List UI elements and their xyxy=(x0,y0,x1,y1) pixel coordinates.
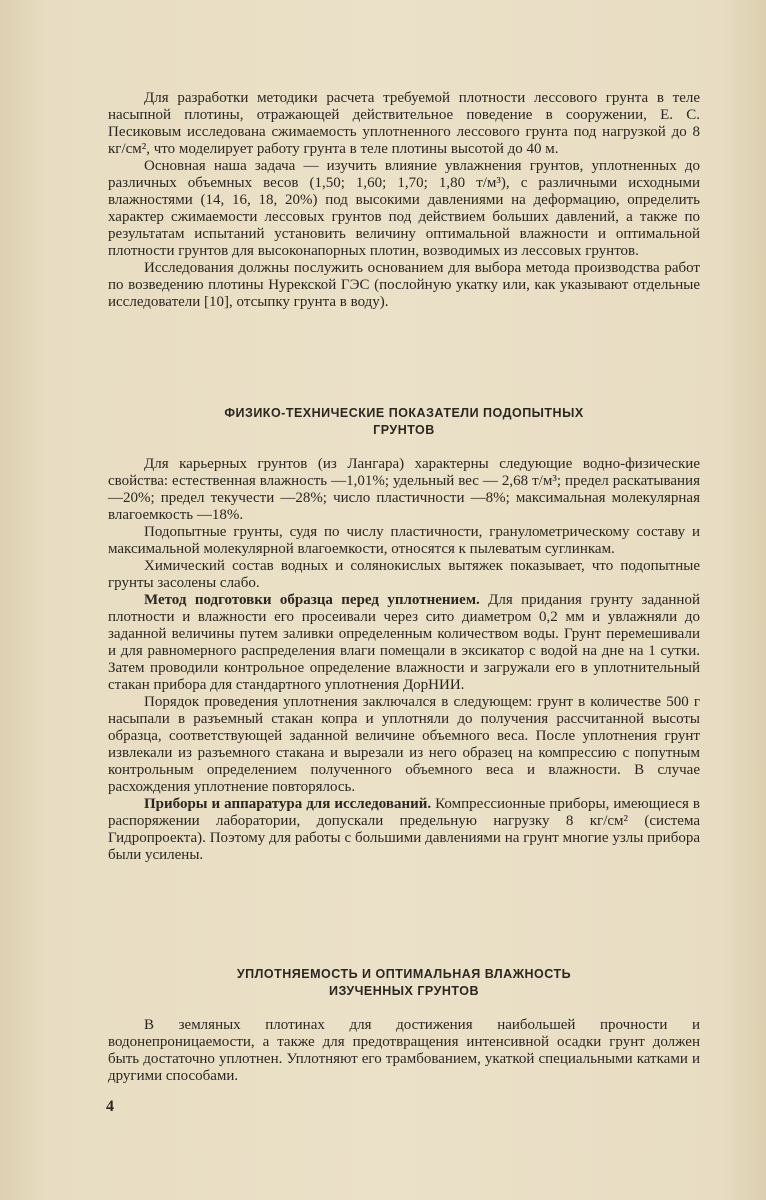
paragraph: Основная наша задача — изучить влияние увлажнения грунтов, уплотненных до различных объемных весов (1,50; 1,60; 1,70; 1,80 т/м³), с различными исходными влажностями (14, 16, 18, 20%) под высокими давлениями на деформацию, определить характер сжимаемости лессовых грунтов под действием больших давлений, а также по результатам испытаний установить величину оптимальной влажности и оптимальной плотности грунтов для высоконапорных плотин, возводимых из лессовых грунтов. xyxy=(108,158,700,259)
paragraph: Для разработки методики расчета требуемой плотности лессового грунта в теле насыпной плотины, отражающей действительное поведение в сооружении, Е. С. Песиковым исследована сжимаемость уплотненного лессового грунта под нагрузкой до 8 кг/см², что моделирует работу грунта в теле плотины высотой до 40 м. xyxy=(108,90,700,157)
paragraph: Для карьерных грунтов (из Лангара) характерны следующие водно-физические свойства: естественная влажность —1,01%; удельный вес — 2,68 т/м³; предел раскатывания —20%; предел текучести —28%; число пластичности —8%; максимальная молекулярная влагоемкость —18%. xyxy=(108,456,700,523)
paragraph-text: Компрессионные приборы, имеющиеся в распоряжении лаборатории, допускали предельную нагрузку 8 кг/см² (система Гидропроекта). Поэтому для работы с большими давлениями на грунт многие узлы прибора были усилены. xyxy=(108,796,700,863)
paragraph: Исследования должны послужить основанием для выбора метода производства работ по возведению плотины Нурекской ГЭС (послойную укатку или, как указывают отдельные исследователи [10], отсыпку грунта в воду). xyxy=(108,260,700,310)
paragraph-text: Для придания грунту заданной плотности и влажности его просеивали через сито диаметром 0,2 мм и увлажняли до заданной величины путем заливки определенным количеством воды. Грунт перемешивали и для равномерного распределения влаги помещали в эксикатор с водой на дне на 1 сутки. Затем проводили контрольное определение влажности и загружали его в уплотнительный стакан прибора для стандартного уплотнения ДорНИИ. xyxy=(108,592,700,693)
page-number: 4 xyxy=(106,1098,114,1115)
run-in-heading: Приборы и аппаратура для исследований. xyxy=(144,796,432,812)
heading-line: УПЛОТНЯЕМОСТЬ И ОПТИМАЛЬНАЯ ВЛАЖНОСТЬ xyxy=(236,967,572,981)
run-in-heading: Метод подготовки образца перед уплотнением. xyxy=(144,592,480,608)
paragraph: Химический состав водных и солянокислых вытяжек показывает, что подопытные грунты засолены слабо. xyxy=(108,558,700,591)
paragraph: Подопытные грунты, судя по числу пластичности, гранулометрическому составу и максимальной молекулярной влагоемкости, относятся к пылеватым суглинкам. xyxy=(108,524,700,557)
section-heading-compaction xyxy=(108,966,700,1000)
paragraph xyxy=(108,796,700,864)
heading-line: ИЗУЧЕННЫХ ГРУНТОВ xyxy=(329,984,479,998)
paragraph: Порядок проведения уплотнения заключался в следующем: грунт в количестве 500 г насыпали в разъемный стакан копра и уплотняли до получения рассчитанной высоты образца, соответствующей заданной величине объемного веса. После уплотнения грунт извлекали из разъемного стакана и вырезали из него образец на компрессию с попутным контрольным определением полученного объемного веса и влажности. В случае расхождения уплотнение повторялось. xyxy=(108,694,700,795)
intro-section xyxy=(108,90,700,311)
properties-section xyxy=(108,456,700,864)
section-heading-physical-properties xyxy=(108,405,700,439)
compaction-section xyxy=(108,1017,700,1085)
heading-line: ГРУНТОВ xyxy=(373,423,435,437)
paragraph xyxy=(108,592,700,694)
paragraph: В земляных плотинах для достижения наибольшей прочности и водонепроницаемости, а также для предотвращения интенсивной осадки грунт должен быть достаточно уплотнен. Уплотняют его трамбованием, укаткой специальными катками и другими способами. xyxy=(108,1017,700,1084)
heading-line: ФИЗИКО-ТЕХНИЧЕСКИЕ ПОКАЗАТЕЛИ ПОДОПЫТНЫХ xyxy=(224,406,584,420)
